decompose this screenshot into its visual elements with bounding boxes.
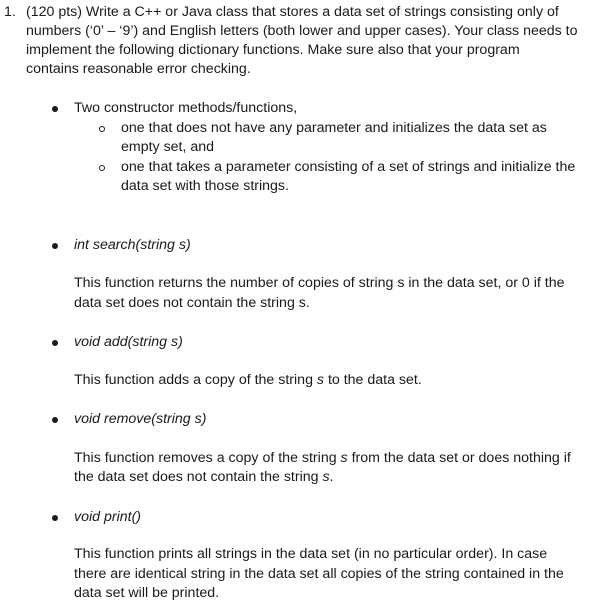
constructor-2-line-2: data set with those strings. bbox=[121, 178, 289, 194]
search-desc-line-1: This function returns the number of copies of string s in the data set, or 0 if the bbox=[74, 275, 565, 291]
print-desc-line-2: there are identical string in the data set all copies of the string contained in the bbox=[74, 566, 564, 582]
remove-desc-line-1 bbox=[74, 449, 571, 468]
add-desc-post: to the data set. bbox=[324, 372, 422, 388]
question-text-line-4: contains reasonable error checking. bbox=[26, 61, 251, 77]
remove-desc-1-pre: This function removes a copy of the string bbox=[74, 450, 341, 466]
remove-desc-2-var: s bbox=[322, 469, 330, 485]
remove-signature: void remove(string s) bbox=[74, 411, 207, 427]
print-desc-line-3: data set will be printed. bbox=[74, 585, 220, 601]
add-desc-var: s bbox=[316, 372, 324, 388]
print-signature: void print() bbox=[74, 509, 142, 525]
question-number: 1. bbox=[4, 4, 16, 20]
hollow-bullet-icon bbox=[99, 165, 105, 171]
remove-desc-line-2 bbox=[74, 468, 334, 487]
add-signature: void add(string s) bbox=[74, 334, 183, 350]
bullet-icon bbox=[52, 243, 58, 249]
remove-desc-1-post: from the data set or does nothing if bbox=[347, 450, 571, 466]
question-text-line-1: (120 pts) Write a C++ or Java class that stores a data set of strings consisting only of bbox=[26, 4, 559, 20]
bullet-icon bbox=[52, 106, 58, 112]
constructor-1-line-1: one that does not have any parameter and initializes the data set as bbox=[121, 120, 547, 136]
hollow-bullet-icon bbox=[99, 126, 105, 132]
remove-desc-2-pre: the data set does not contain the string bbox=[74, 469, 323, 485]
bullet-icon bbox=[52, 417, 58, 423]
question-text-line-3: implement the following dictionary functions. Make sure also that your program bbox=[26, 42, 520, 58]
search-signature: int search(string s) bbox=[74, 237, 191, 253]
remove-desc-2-post: . bbox=[329, 469, 334, 485]
constructor-2-line-1: one that takes a parameter consisting of a set of strings and initialize the bbox=[121, 159, 576, 175]
question-text-line-2: numbers (‘0’ – ‘9’) and English letters (both lower and upper cases). Your class needs to bbox=[26, 23, 578, 39]
constructors-label: Two constructor methods/functions, bbox=[74, 100, 298, 116]
search-desc-line-2: data set does not contain the string s. bbox=[74, 295, 310, 311]
print-desc-line-1: This function prints all strings in the data set (in no particular order). In case bbox=[74, 546, 548, 562]
bullet-icon bbox=[52, 515, 58, 521]
remove-desc-1-var: s bbox=[340, 450, 348, 466]
constructor-1-line-2: empty set, and bbox=[121, 139, 215, 155]
bullet-icon bbox=[52, 340, 58, 346]
add-desc-pre: This function adds a copy of the string bbox=[74, 372, 317, 388]
add-desc bbox=[74, 371, 422, 390]
